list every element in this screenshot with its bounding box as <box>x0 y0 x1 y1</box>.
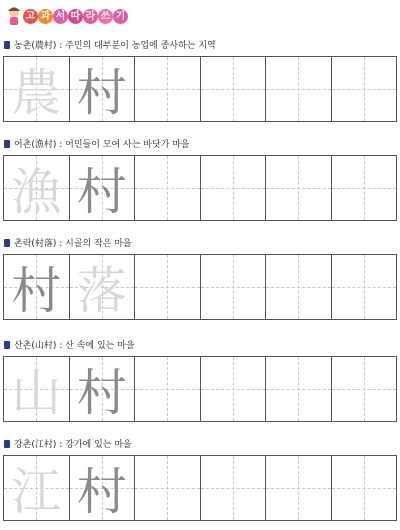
model-character: 村 <box>76 463 127 521</box>
trace-character: 山 <box>11 364 62 422</box>
bullet-icon <box>4 140 10 148</box>
trace-character: 漁 <box>11 163 62 221</box>
logo-char: 고 <box>23 9 38 24</box>
trace-character: 落 <box>76 262 127 320</box>
writing-cell[interactable] <box>4 255 70 319</box>
logo-char: 쓰 <box>98 9 113 24</box>
writing-cell[interactable] <box>266 357 332 421</box>
logo-char: 따 <box>68 9 83 24</box>
writing-cell[interactable] <box>201 357 267 421</box>
logo-char: 기 <box>113 9 128 24</box>
logo-char: 과 <box>38 9 53 24</box>
writing-cell[interactable] <box>201 255 267 319</box>
writing-cell[interactable] <box>332 357 397 421</box>
writing-grid <box>3 356 397 422</box>
word-label <box>4 137 190 150</box>
bullet-icon <box>4 341 10 349</box>
writing-cell[interactable] <box>70 156 136 220</box>
word-section <box>0 338 400 424</box>
trace-character: 江 <box>11 463 62 521</box>
mascot-icon <box>5 5 23 27</box>
logo-char: 라 <box>83 9 98 24</box>
word-label-text: 강촌(江村) : 강가에 있는 마을 <box>14 440 132 450</box>
model-character: 村 <box>11 262 62 320</box>
writing-cell[interactable] <box>4 156 70 220</box>
writing-cell[interactable] <box>70 57 136 121</box>
word-label <box>4 38 216 51</box>
writing-cell[interactable] <box>201 456 267 520</box>
word-label <box>4 437 132 450</box>
writing-cell[interactable] <box>4 357 70 421</box>
writing-grid <box>3 254 397 320</box>
writing-cell[interactable] <box>135 57 201 121</box>
bullet-icon <box>4 239 10 247</box>
writing-grid <box>3 455 397 521</box>
writing-cell[interactable] <box>135 456 201 520</box>
word-section <box>0 38 400 124</box>
word-section <box>0 236 400 322</box>
word-label-text: 농촌(農村) : 주민의 대부분이 농업에 종사하는 지역 <box>14 41 216 51</box>
model-character: 村 <box>76 163 127 221</box>
word-label <box>4 338 135 351</box>
writing-cell[interactable] <box>201 156 267 220</box>
word-label-text: 촌락(村落) : 시골의 작은 마을 <box>14 239 132 249</box>
model-character: 村 <box>76 64 127 122</box>
model-character: 村 <box>76 364 127 422</box>
writing-cell[interactable] <box>70 456 136 520</box>
writing-grid <box>3 56 397 122</box>
writing-cell[interactable] <box>135 255 201 319</box>
word-label <box>4 236 132 249</box>
writing-cell[interactable] <box>332 456 397 520</box>
bullet-icon <box>4 440 10 448</box>
logo <box>5 3 125 29</box>
word-section <box>0 437 400 523</box>
trace-character: 農 <box>11 64 62 122</box>
writing-cell[interactable] <box>266 255 332 319</box>
logo-char: 서 <box>53 9 68 24</box>
writing-cell[interactable] <box>135 357 201 421</box>
word-section <box>0 137 400 223</box>
writing-cell[interactable] <box>332 156 397 220</box>
writing-cell[interactable] <box>332 57 397 121</box>
writing-cell[interactable] <box>332 255 397 319</box>
writing-cell[interactable] <box>135 156 201 220</box>
bullet-icon <box>4 41 10 49</box>
writing-grid <box>3 155 397 221</box>
writing-cell[interactable] <box>201 57 267 121</box>
writing-cell[interactable] <box>4 456 70 520</box>
writing-cell[interactable] <box>266 456 332 520</box>
logo-title <box>23 9 128 24</box>
writing-cell[interactable] <box>266 57 332 121</box>
word-label-text: 어촌(漁村) : 어민들이 모여 사는 바닷가 마을 <box>14 140 190 150</box>
word-label-text: 산촌(山村) : 산 속에 있는 마을 <box>14 341 135 351</box>
writing-cell[interactable] <box>70 255 136 319</box>
writing-cell[interactable] <box>4 57 70 121</box>
writing-cell[interactable] <box>266 156 332 220</box>
writing-cell[interactable] <box>70 357 136 421</box>
